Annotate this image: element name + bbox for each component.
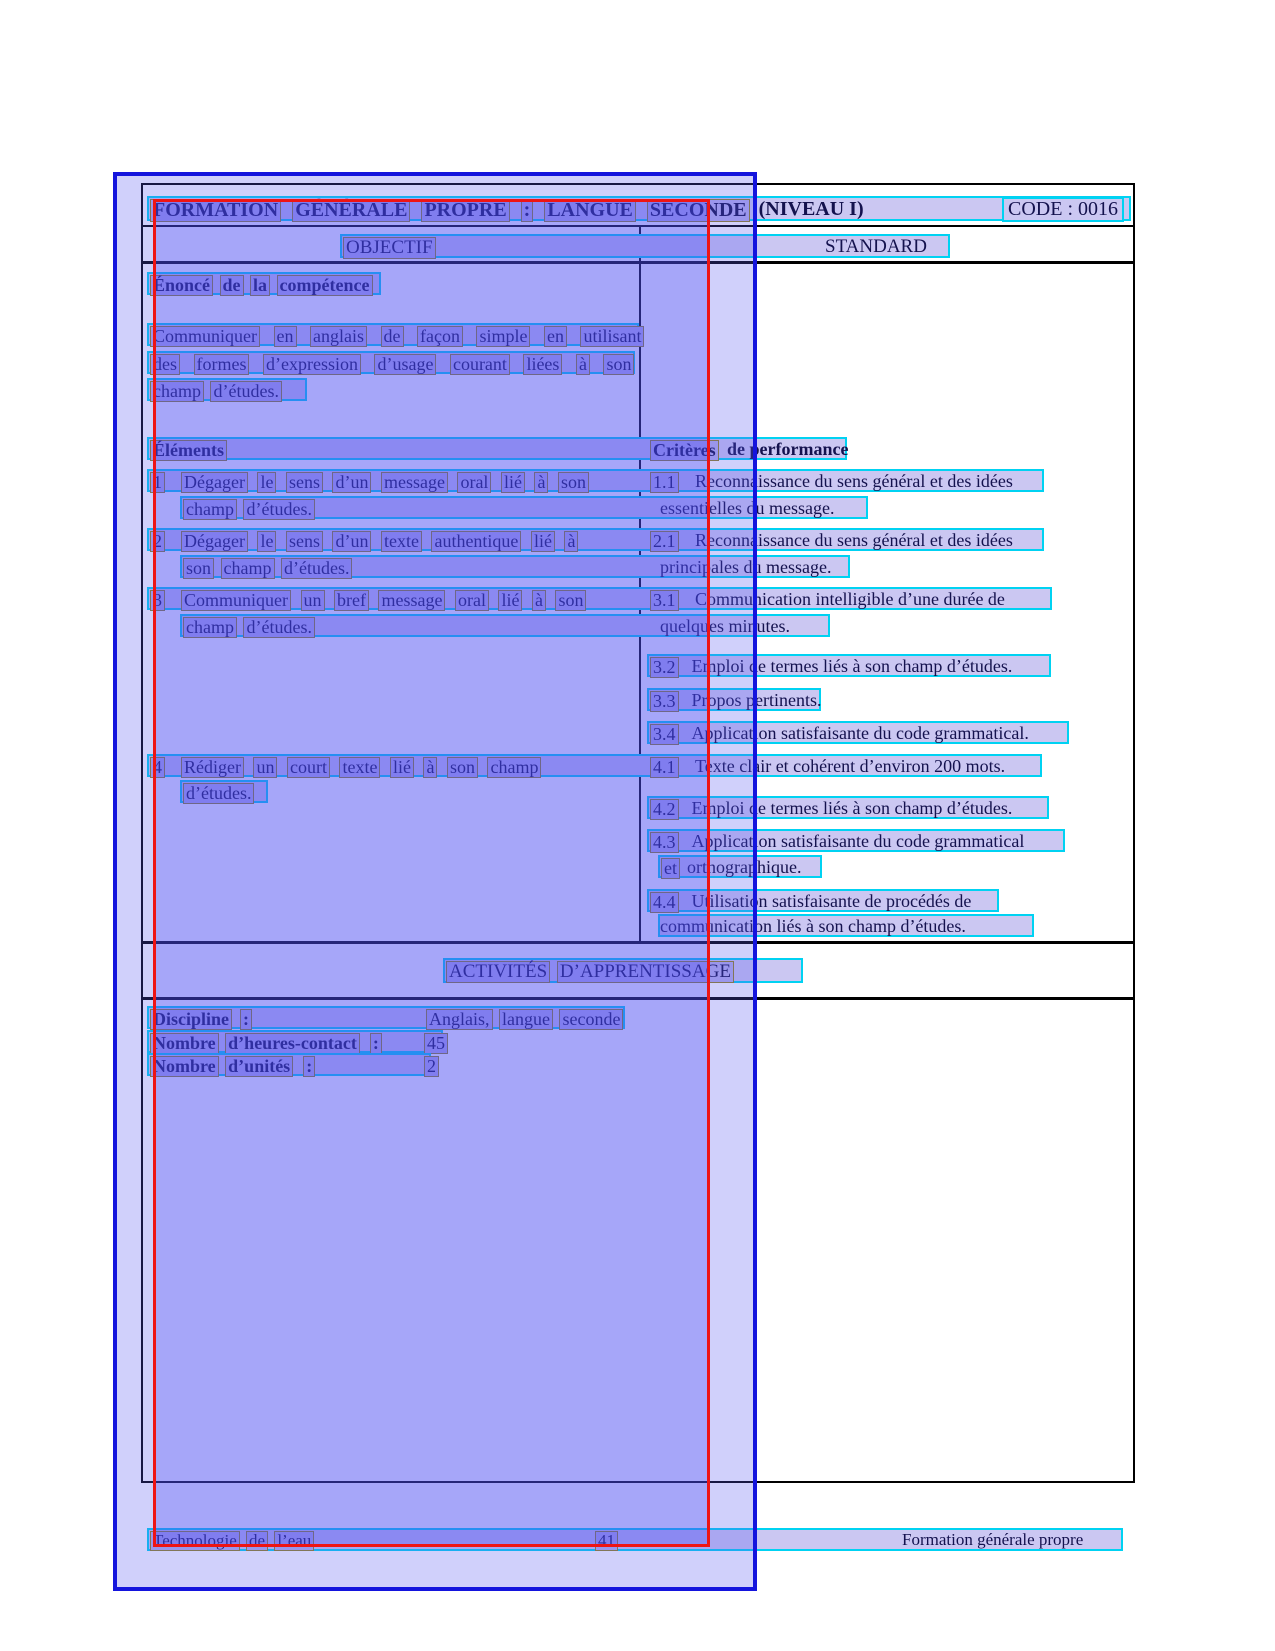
word-box: langue [499,1009,553,1030]
word-box: compétence [277,275,373,296]
word-box: anglais [310,326,367,347]
word-box: texte [339,757,380,778]
text-segment: Communication intelligible d’une durée de [695,589,1005,609]
word-box: bref [334,590,369,611]
text-segment: Application satisfaisante du code grammatical [691,831,1025,851]
word-box: la [250,275,270,296]
word-box: PROPRE [421,199,509,222]
word-box: Rédiger [181,757,244,778]
footer-section: Formation générale propre [902,1530,1084,1549]
word-box: Nombre [150,1056,219,1077]
word-box: Critères [650,440,719,461]
word-box: 2 [150,531,165,552]
word-box: des [150,354,180,375]
word-box: à [564,531,578,552]
word-box: champ [221,558,275,579]
word-box: sens [286,531,323,552]
word-box: en [544,326,567,347]
word-box: d’heures-contact [225,1033,360,1054]
text-segment: Texte clair et cohérent d’environ 200 mots. [695,756,1006,776]
word-box: champ [183,617,237,638]
word-box: le [257,531,276,552]
word-box: 3.4 [650,724,679,745]
word-box: son [603,354,634,375]
word-box: lié [531,531,555,552]
word-box: un [253,757,277,778]
word-box: d’un [332,472,371,493]
text-segment: de performance [727,439,849,459]
word-box: Communiquer [181,590,291,611]
word-box: court [287,757,330,778]
text-segment: Reconnaissance du sens général et des idées [695,471,1013,491]
word-box: 4.3 [650,832,679,853]
word-box: GÉNÉRALE [292,199,410,222]
word-box: champ [487,757,541,778]
word-box: de [381,326,404,347]
word-box: sens [286,472,323,493]
word-box: 45 [424,1033,448,1054]
word-box: : [521,199,534,222]
word-box: oral [457,472,491,493]
word-box: Énoncé [150,275,213,296]
word-box: SECONDE [647,199,750,222]
text-segment: Reconnaissance du sens général et des idées [695,530,1013,550]
word-box: lié [498,590,522,611]
word-box: à [534,472,548,493]
word-box: à [576,354,590,375]
word-box: authentique [431,531,521,552]
word-box: d’études. [243,499,314,520]
word-box: 3.3 [650,691,679,712]
word-box: Discipline [150,1009,232,1030]
word-box: FORMATION [150,199,281,222]
word-box: ACTIVITÉS [446,961,550,983]
word-box: formes [194,354,250,375]
text-segment: Propos pertinents. [691,690,822,710]
word-box: et [661,858,680,879]
word-box: son [558,472,589,493]
word-box: à [423,757,437,778]
word-box: message [378,590,445,611]
standard-header: STANDARD [825,236,927,257]
word-box: Dégager [181,472,248,493]
word-box: 2 [424,1056,439,1077]
word-box: simple [476,326,530,347]
word-box: d’études. [210,381,281,402]
word-box: 2.1 [650,531,679,552]
word-box: Communiquer [150,326,260,347]
text-segment: Utilisation satisfaisante de procédés de [691,891,972,911]
word-box: 3.1 [650,590,679,611]
word-box: d’études. [281,558,352,579]
word-box: : [370,1033,382,1054]
word-box: lié [501,472,525,493]
word-box: Anglais, [426,1009,493,1030]
word-box: 41 [595,1531,618,1551]
word-box: l’eau [274,1531,314,1551]
word-box: Dégager [181,531,248,552]
word-box: en [274,326,297,347]
word-box: son [447,757,478,778]
word-box: : [240,1009,252,1030]
word-box: Éléments [150,440,227,461]
word-box: champ [183,499,237,520]
word-box: son [555,590,586,611]
word-box: 4.4 [650,892,679,913]
word-box: d’un [332,531,371,552]
word-box: d’études. [183,783,254,804]
word-box: seconde [559,1009,623,1030]
word-box: 4.2 [650,799,679,820]
word-box: 1 [150,472,165,493]
word-box: façon [417,326,463,347]
doc-code [1002,199,1124,222]
word-box: 3 [150,590,165,611]
word-box: d’usage [374,354,436,375]
word-box: de [246,1531,268,1551]
doc-title-level: (NIVEAU I) [758,198,864,220]
selection-rectangle-red [153,199,710,1547]
text-segment: communication liés à son champ d’études. [660,916,966,936]
line-box: CODE : 0016 [1002,197,1124,222]
word-box: D’APPRENTISSAGE [557,961,734,983]
word-box: liées [523,354,562,375]
word-box: 3.2 [650,657,679,678]
word-box: courant [450,354,510,375]
word-box: d’unités [225,1056,293,1077]
word-box: 1.1 [650,472,679,493]
word-box: son [183,558,214,579]
word-box: texte [381,531,422,552]
word-box: le [257,472,276,493]
word-box: Nombre [150,1033,219,1054]
word-box: à [532,590,546,611]
word-box: champ [150,381,204,402]
text-segment: orthographique. [687,857,802,877]
word-box: 4 [150,757,165,778]
word-box: LANGUE [544,199,636,222]
word-box: 4.1 [650,757,679,778]
word-box: d’expression [263,354,361,375]
word-box: un [301,590,325,611]
text-segment: principales du message. [660,557,832,577]
text-segment: Emploi de termes liés à son champ d’études. [691,798,1013,818]
word-box: oral [455,590,489,611]
word-box: message [381,472,448,493]
text-segment: quelques minutes. [660,616,790,636]
word-box: lié [390,757,414,778]
text-segment: Emploi de termes liés à son champ d’études. [691,656,1013,676]
word-box: : [303,1056,315,1077]
word-box: de [220,275,244,296]
word-box: OBJECTIF [343,237,436,259]
text-segment: Application satisfaisante du code grammatical. [691,723,1029,743]
word-box: Technologie [150,1531,240,1551]
word-box: d’études. [243,617,314,638]
word-box: utilisant [580,326,644,347]
text-segment: essentielles du message. [660,498,835,518]
